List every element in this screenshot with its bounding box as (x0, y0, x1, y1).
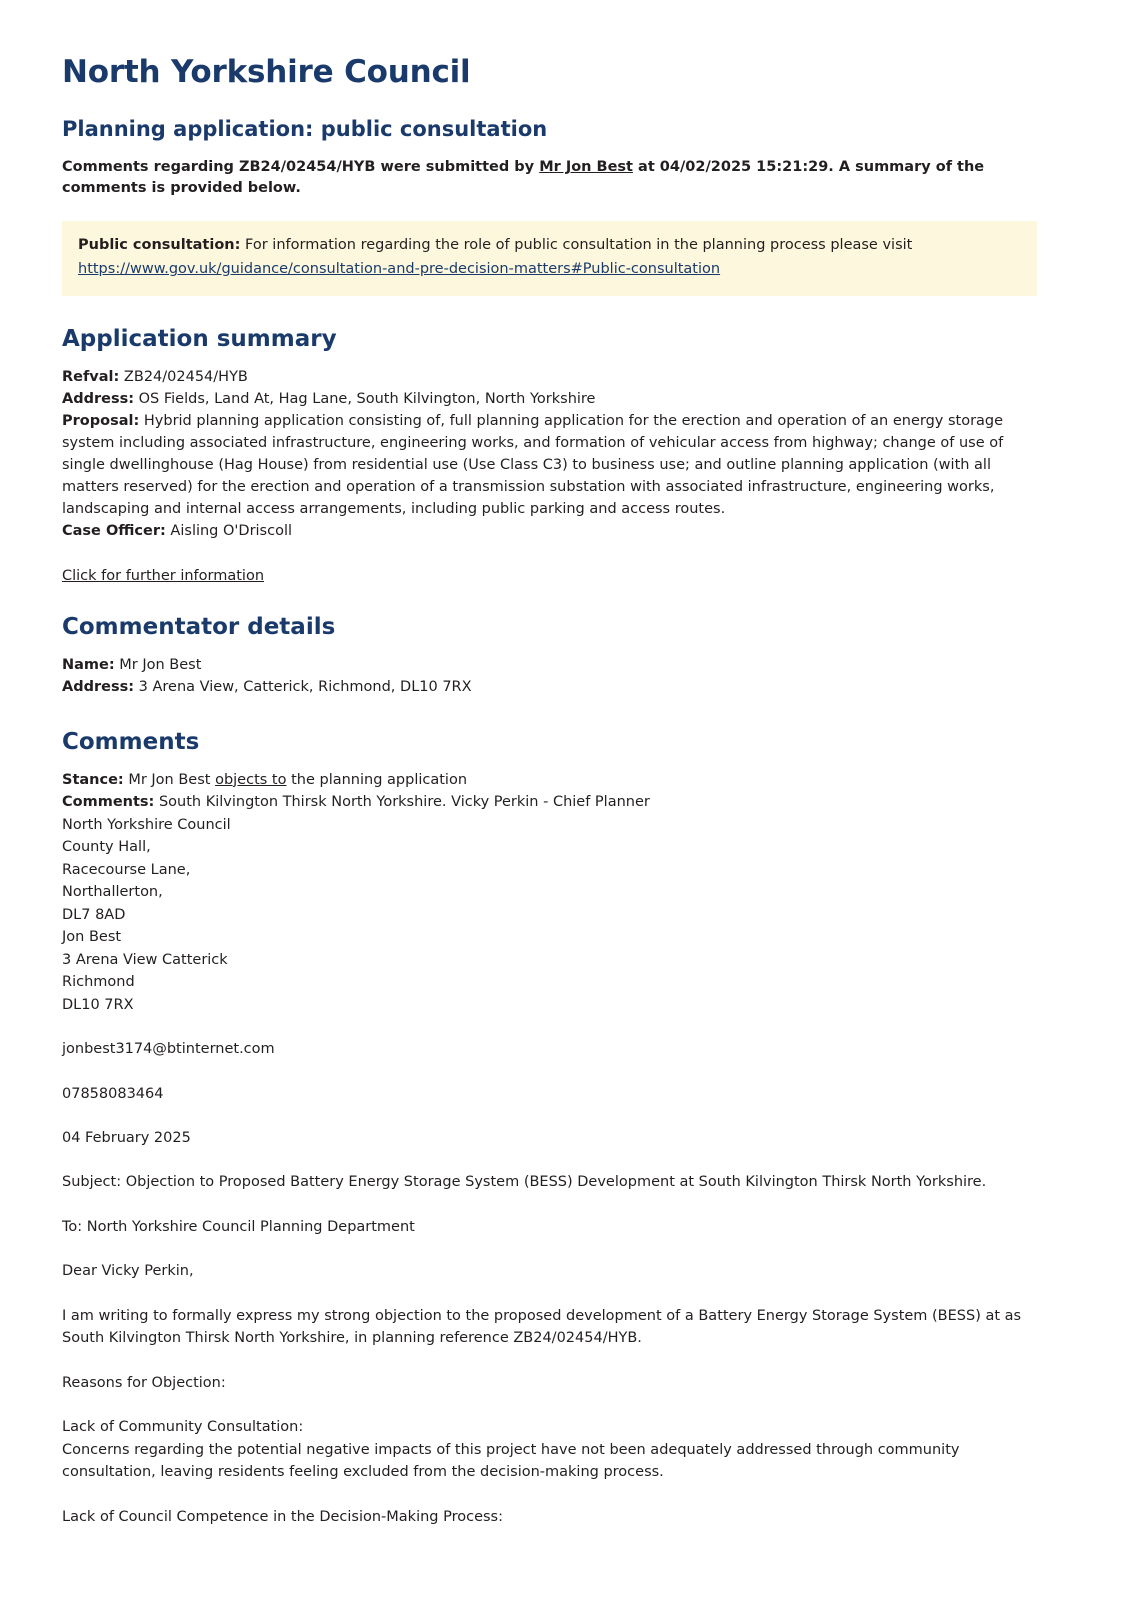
commenter-name-link[interactable]: Mr Jon Best (539, 159, 633, 176)
stance-label: Stance: (62, 771, 124, 788)
proposal-row (62, 410, 1044, 520)
comment-phone: 07858083464 (62, 1085, 164, 1102)
address-line: County Hall, (62, 839, 151, 856)
address-line: 3 Arena View Catterick (62, 951, 228, 968)
stance-row (62, 769, 1044, 791)
notice-text: For information regarding the role of public consultation in the planning process please visit (240, 237, 913, 254)
consultation-guidance-link[interactable]: https://www.gov.uk/guidance/consultation-and-pre-decision-matters#Public-consultation (78, 260, 721, 277)
commentator-name-value: Mr Jon Best (114, 656, 202, 673)
submission-summary (62, 157, 1037, 199)
further-information-link[interactable]: Click for further information (62, 567, 265, 584)
application-summary-heading: Application summary (62, 325, 337, 352)
comment-body-paragraph: I am writing to formally express my strong objection to the proposed development of a Battery Energy Storage System (BESS) at as South Kilvington Thirsk North Yorkshire, in planning reference ZB24/02454/HYB. (62, 1307, 1022, 1347)
address-line: DL10 7RX (62, 996, 134, 1013)
page-title: North Yorkshire Council (62, 54, 471, 90)
address-line: Richmond (62, 974, 135, 991)
address-line: DL7 8AD (62, 906, 126, 923)
case-officer-label: Case Officer: (62, 522, 166, 539)
comments-first-text: South Kilvington Thirsk North Yorkshire. Vicky Perkin - Chief Planner (154, 794, 650, 811)
address-value: OS Fields, Land At, Hag Lane, South Kilvington, North Yorkshire (134, 390, 596, 407)
comment-salutation: Dear Vicky Perkin, (62, 1263, 194, 1280)
commentator-address-value: 3 Arena View, Catterick, Richmond, DL10 7RX (134, 679, 472, 696)
commentator-name-row (62, 654, 1044, 676)
case-officer-row (62, 520, 1044, 542)
address-line: North Yorkshire Council (62, 816, 231, 833)
reason-2-title: Lack of Council Competence in the Decision-Making Process: (62, 1508, 503, 1525)
stance-name: Mr Jon Best (123, 771, 216, 788)
submission-prefix: Comments regarding ZB24/02454/HYB were submitted by (62, 159, 540, 176)
notice-label: Public consultation: (78, 237, 241, 254)
comments-first-line (62, 791, 1044, 813)
application-summary-fields (62, 366, 1044, 542)
case-officer-value: Aisling O'Driscoll (165, 522, 293, 539)
address-line: Racecourse Lane, (62, 861, 191, 878)
commentator-details (62, 654, 1044, 699)
comment-subject: Subject: Objection to Proposed Battery Energy Storage System (BESS) Development at South Kilvington Thirsk North Yorkshire. (62, 1174, 987, 1191)
refval-value: ZB24/02454/HYB (119, 368, 248, 385)
address-row (62, 388, 1044, 410)
comment-recipient: To: North Yorkshire Council Planning Department (62, 1218, 415, 1235)
reasons-heading: Reasons for Objection: (62, 1374, 226, 1391)
address-line: Northallerton, (62, 884, 163, 901)
reason-1-body: Concerns regarding the potential negative impacts of this project have not been adequately addressed through community consultation, leaving residents feeling excluded from the decision-making process. (62, 1441, 960, 1481)
comments-label: Comments: (62, 794, 155, 811)
page-subtitle: Planning application: public consultation (62, 117, 548, 142)
commentator-details-heading: Commentator details (62, 613, 336, 640)
commentator-address-label: Address: (62, 679, 135, 696)
comment-email: jonbest3174@btinternet.com (62, 1041, 275, 1058)
proposal-value: Hybrid planning application consisting of, full planning application for the erection and operation of an energy storage system including associated infrastructure, engineering works, and formation of vehicular access from highway; change of use of single dwellinghouse (Hag House) from residential use (Use Class C3) to business use; and outline planning application (with all matters reserved) for the erection and operation of a transmission substation with associated infrastructure, engineering works, landscaping and internal access arrangements, including public parking and access routes. (62, 412, 1004, 517)
stance-tail: the planning application (286, 771, 468, 788)
refval-label: Refval: (62, 368, 120, 385)
comment-address-block (62, 814, 1044, 1016)
comment-date: 04 February 2025 (62, 1130, 191, 1146)
comments-body (62, 769, 1044, 1528)
proposal-label: Proposal: (62, 412, 140, 429)
comments-heading: Comments (62, 728, 200, 755)
refval-row (62, 366, 1044, 388)
stance-action: objects to (215, 771, 287, 788)
reason-1-title: Lack of Community Consultation: (62, 1419, 304, 1436)
address-label: Address: (62, 390, 135, 407)
submission-suffix: at 04/02/2025 15:21:29. A summary of the comments is provided below. (62, 159, 985, 197)
commentator-name-label: Name: (62, 656, 115, 673)
address-line: Jon Best (62, 929, 122, 946)
public-consultation-notice (62, 221, 1037, 296)
commentator-address-row (62, 676, 1044, 698)
